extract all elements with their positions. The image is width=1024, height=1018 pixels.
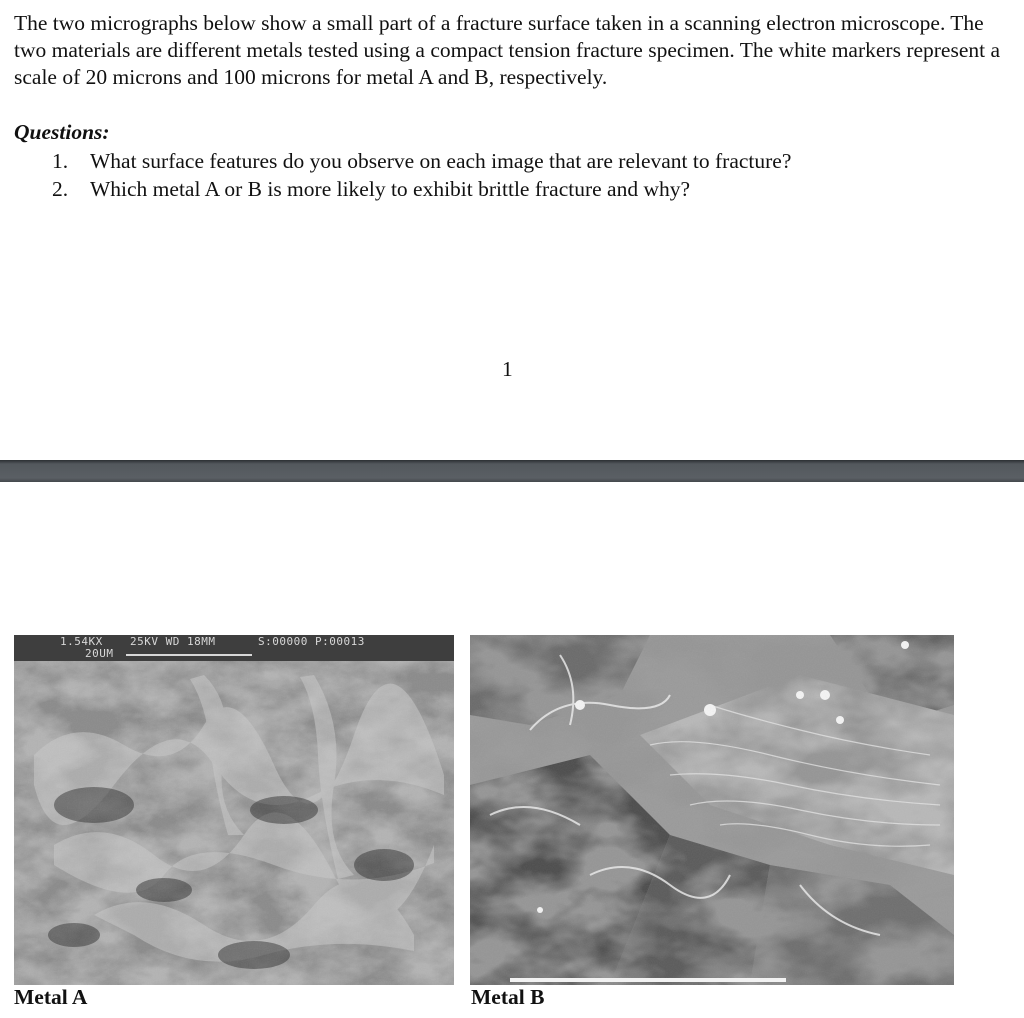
micrograph-metal-a (14, 635, 454, 985)
page-1 (0, 0, 1024, 460)
sem-info-bar (14, 635, 454, 661)
question-item (52, 175, 791, 203)
question-text: Which metal A or B is more likely to exhibit brittle fracture and why? (90, 177, 691, 201)
caption-metal-a: Metal A (14, 985, 88, 1009)
sem-scale-label: 20UM (85, 647, 114, 660)
page-separator (0, 460, 1024, 482)
micrograph-b-image (470, 635, 954, 985)
caption-metal-b: Metal B (471, 985, 545, 1009)
micrograph-a-image (14, 635, 454, 985)
scale-marker (126, 654, 252, 656)
question-text: What surface features do you observe on each image that are relevant to fracture? (90, 149, 792, 173)
intro-paragraph: The two micrographs below show a small part of a fracture surface taken in a scanning electron microscope. The two materials are different metals tested using a compact tension fracture specimen. The white markers represent a scale of 20 microns and 100 microns for metal A and B, respectively. (14, 11, 1001, 89)
sem-code: S:00000 P:00013 (258, 635, 365, 648)
question-number: 2. (52, 177, 69, 201)
page-number: 1 (502, 357, 513, 381)
question-number: 1. (52, 149, 69, 173)
micrograph-metal-b (470, 635, 954, 985)
scale-marker (510, 978, 786, 982)
sem-voltage-wd: 25KV WD 18MM (130, 635, 216, 648)
questions-heading: Questions: (14, 120, 110, 144)
question-item (52, 147, 791, 175)
sem-magnification: 1.54KX (60, 635, 103, 648)
questions-list (52, 147, 791, 203)
